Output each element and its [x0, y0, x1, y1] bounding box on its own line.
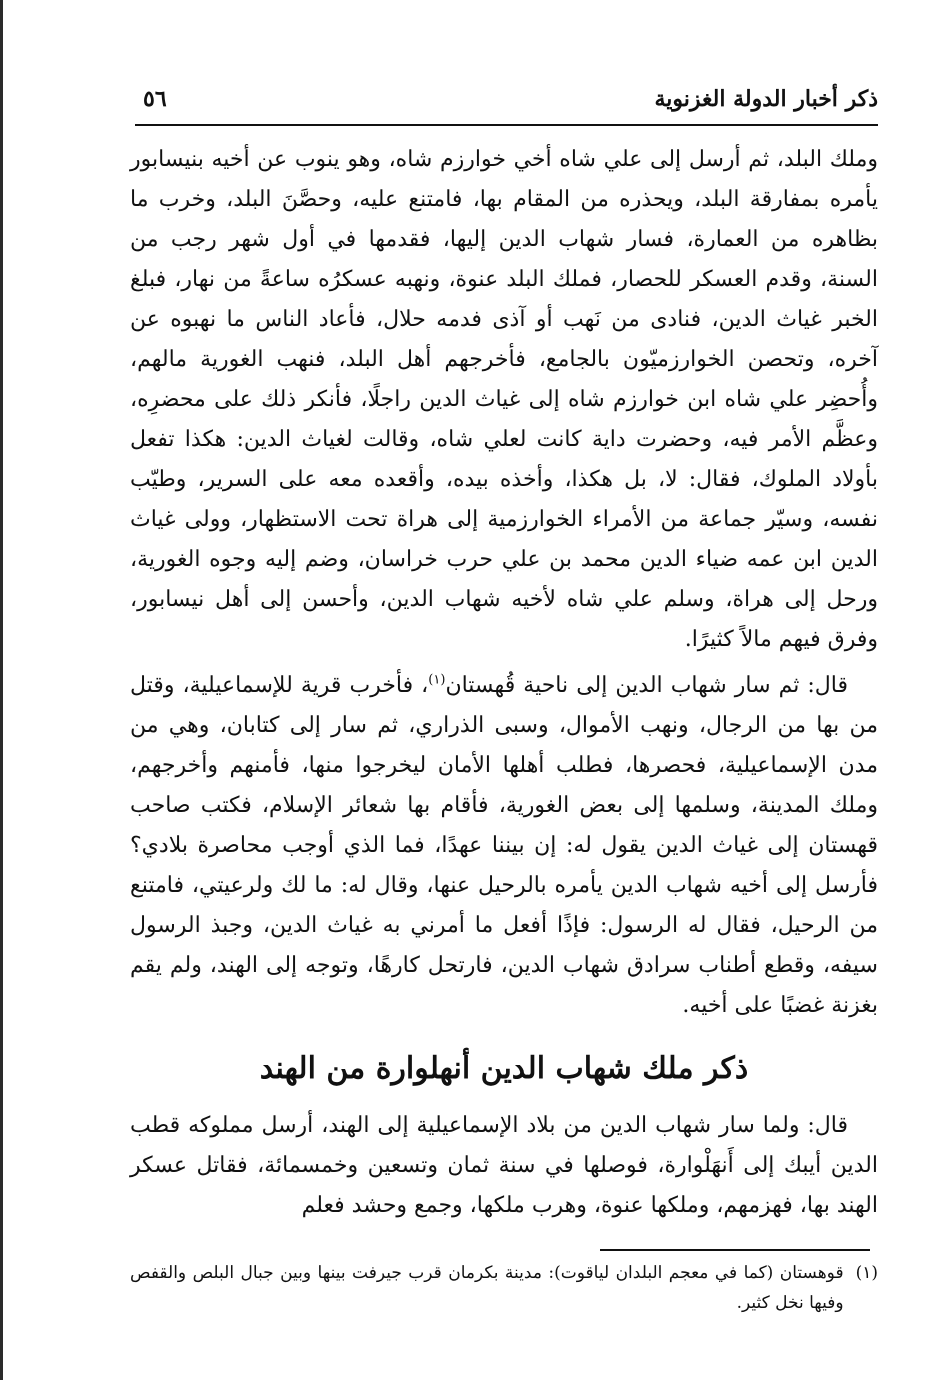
footnotes — [130, 1258, 878, 1318]
paragraph-2-text-end: ، فأخرب قرية للإسماعيلية، وقتل من بها من الرجال، ونهب الأموال، وسبى الذراري، ثم سار إلى كتابان، وهي من مدن الإسماعيلية، فحصرها، فطلب أهلها الأمان ليخرجوا منها، فأمنهم وأخرجهم، وملك المدينة، وسلمها إلى بعض الغورية، فأقام بها شعائر الإسلام، فكتب صاحب قهستان إلى غياث الدين يقول له: إن بيننا عهدًا، فما الذي أوجب محاصرة بلادي؟ فأرسل إلى أخيه شهاب الدين يأمره بالرحيل عنها، وقال له: ما لك ولرعيتي، فامتنع من الرحيل، فقال له الرسول: فإذًا أفعل ما أمرني به غياث الدين، وجبذ الرسول سيفه، وقطع أطناب سرادق شهاب الدين، فارتحل كارهًا، وتوجه إلى الهند، ولم يقم بغزنة غضبًا على أخيه. — [130, 673, 878, 1018]
main-text — [130, 140, 878, 1226]
section-heading: ذكر ملك شهاب الدين أنهلوارة من الهند — [259, 1051, 749, 1086]
footnote-rule — [600, 1249, 870, 1251]
paragraph-2 — [130, 666, 878, 1026]
section-paragraph: قال: ولما سار شهاب الدين من بلاد الإسماعيلية إلى الهند، أرسل مملوكه قطب الدين أيبك إلى أَنهَلْوارة، فوصلها في سنة ثمان وتسعين وخمسمائة، فقاتل عسكر الهند بها، فهزمهم، وملكها عنوة، وهرب ملكها، وجمع وحشد فعلم — [130, 1113, 878, 1218]
header-rule — [135, 124, 878, 126]
running-title: ذكر أخبار الدولة الغزنوية — [654, 86, 878, 112]
footnote-marker: (١) — [855, 1263, 878, 1283]
paragraph-1: وملك البلد، ثم أرسل إلى علي شاه أخي خوارزم شاه، وهو ينوب عن أخيه بنيسابور يأمره بمفارقة البلد، ويحذره من المقام بها، فامتنع عليه، وحصَّنَ البلد، وخرب ما بظاهره من العمارة، فسار شهاب الدين إليها، فقدمها في أول شهر رجب من السنة، وقدم العسكر للحصار، فملك البلد عنوة، ونهبه عسكرُه ساعةً من نهار، فبلغ الخبر غياث الدين، فنادى من نَهب أو آذى فدمه حلال، فأعاد الناس ما نهبوه عن آخره، وتحصن الخوارزميّون بالجامع، فأخرجهم أهل البلد، فنهب الغورية مالهم، وأُحضِر علي شاه ابن خوارزم شاه إلى غياث الدين راجلًا، فأنكر ذلك على محضرِه، وعظَّم الأمر فيه، وحضرت داية كانت لعلي شاه، وقالت لغياث الدين: هكذا تفعل بأولاد الملوك، فقال: لا، بل هكذا، وأخذه بيده، وأقعده معه على السرير، وطيّب نفسه، وسيّر جماعة من الأمراء الخوارزمية إلى هراة تحت الاستظهار، وولى غياث الدين ابن عمه ضياء الدين محمد بن علي حرب خراسان، وضم إليه وجوه الغورية، ورحل إلى هراة، وسلم علي شاه لأخيه شهاب الدين، وأحسن إلى أهل نيسابور، وفرق فيهم مالاً كثيرًا. — [130, 147, 878, 652]
footnote-text: قوهستان (كما في معجم البلدان لياقوت): مدينة بكرمان قرب جيرفت بينها وبين جبال البلص والقفص وفيها نخل كثير. — [130, 1263, 844, 1313]
page-header — [135, 80, 878, 124]
footnote-reference[interactable]: (١) — [428, 672, 446, 688]
footnote-item — [130, 1258, 878, 1318]
page-number: ٥٦ — [143, 86, 167, 112]
page-binding-edge — [0, 0, 3, 1380]
paragraph-2-text-start: قال: ثم سار شهاب الدين إلى ناحية قُهستان — [445, 673, 849, 698]
